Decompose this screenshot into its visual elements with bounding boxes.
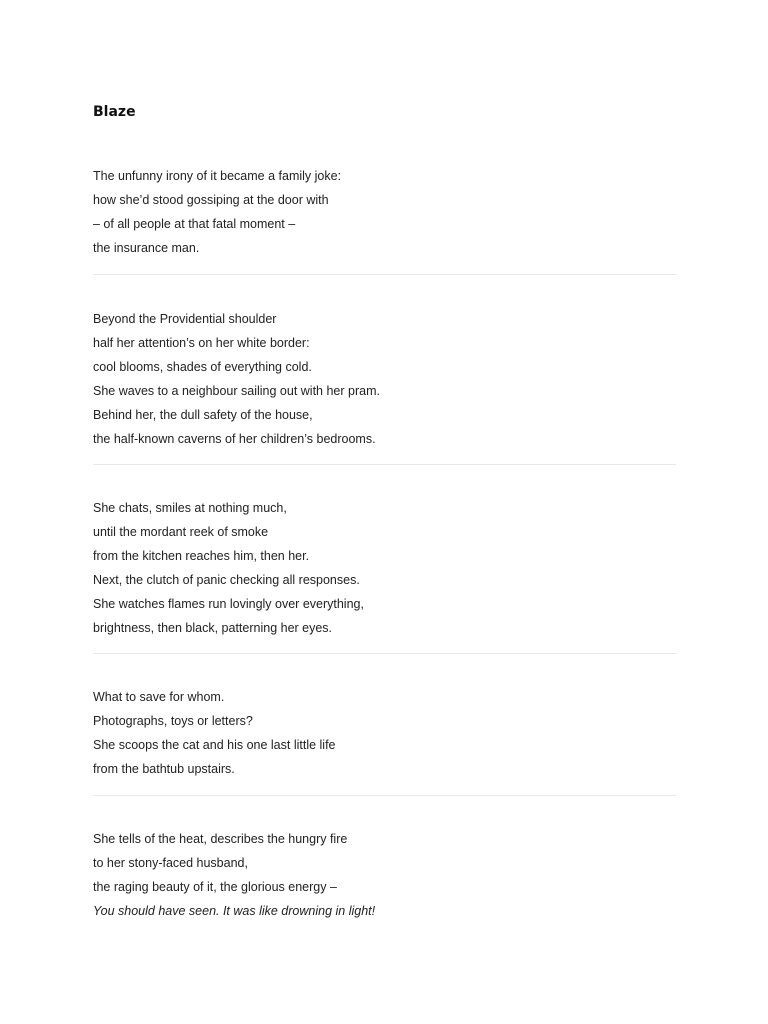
stanza-line: how she’d stood gossiping at the door with (93, 193, 329, 207)
stanza-5 (93, 827, 676, 923)
stanza-1 (93, 164, 676, 260)
stanza-line: Behind her, the dull safety of the house, (93, 408, 313, 422)
stanza-line: from the bathtub upstairs. (93, 762, 235, 776)
stanza-line: to her stony-faced husband, (93, 856, 248, 870)
stanza-4 (93, 685, 676, 781)
stanza-line-italic: You should have seen. It was like drowning in light! (93, 904, 376, 918)
stanza-divider (93, 274, 676, 275)
stanza-line: half her attention’s on her white border: (93, 336, 310, 350)
stanza-line: Next, the clutch of panic checking all responses. (93, 573, 360, 587)
stanza-line: She scoops the cat and his one last little life (93, 738, 336, 752)
stanza-line: Beyond the Providential shoulder (93, 312, 277, 326)
poem-title: Blaze (93, 104, 136, 120)
stanza-line: Photographs, toys or letters? (93, 714, 253, 728)
stanza-line: What to save for whom. (93, 690, 225, 704)
stanza-line: cool blooms, shades of everything cold. (93, 360, 312, 374)
stanza-line: She waves to a neighbour sailing out with her pram. (93, 384, 380, 398)
stanza-divider (93, 464, 676, 465)
stanza-line: brightness, then black, patterning her eyes. (93, 621, 333, 635)
stanza-divider (93, 653, 676, 654)
stanza-line: She watches flames run lovingly over everything, (93, 597, 364, 611)
stanza-3 (93, 496, 676, 640)
stanza-divider (93, 795, 676, 796)
stanza-line: She chats, smiles at nothing much, (93, 501, 287, 515)
stanza-line: The unfunny irony of it became a family joke: (93, 169, 342, 183)
stanza-line: the half-known caverns of her children’s bedrooms. (93, 432, 376, 446)
stanza-line: the raging beauty of it, the glorious energy – (93, 880, 337, 894)
stanza-2 (93, 307, 676, 451)
stanza-line: She tells of the heat, describes the hungry fire (93, 832, 348, 846)
stanza-line: from the kitchen reaches him, then her. (93, 549, 310, 563)
stanza-line: – of all people at that fatal moment – (93, 217, 296, 231)
stanza-line: until the mordant reek of smoke (93, 525, 269, 539)
stanza-line: the insurance man. (93, 241, 200, 255)
